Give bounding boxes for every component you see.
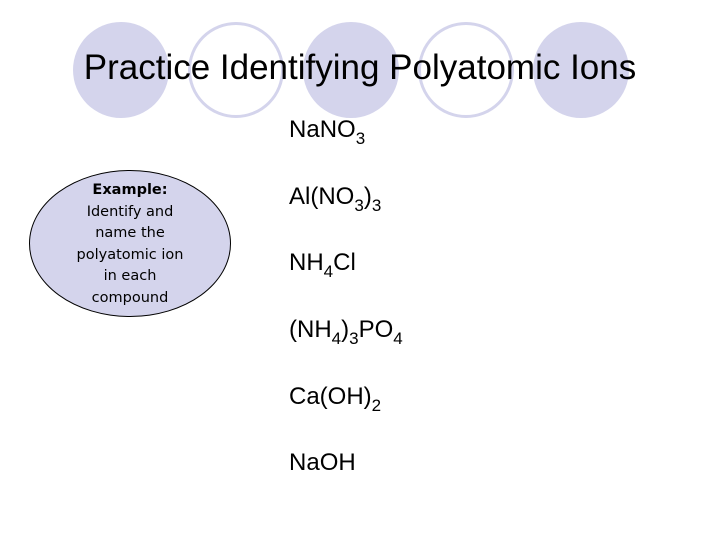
- formula-nh4-3-po4: [289, 316, 403, 348]
- formula-subscript: 3: [355, 129, 366, 148]
- example-text: [29, 180, 231, 309]
- example-line: in each: [103, 268, 157, 284]
- formula-part: (NH: [289, 316, 332, 343]
- formula-part: NH: [289, 249, 324, 276]
- formula-part: Na: [289, 116, 320, 143]
- example-line: polyatomic ion: [76, 246, 184, 263]
- example-line: name the: [95, 225, 165, 241]
- formula-part: ): [341, 316, 350, 343]
- formula-subscript: 4: [331, 329, 342, 348]
- formula-part: Al(NO: [289, 183, 355, 210]
- formula-subscript: 4: [393, 329, 403, 348]
- example-label: Example:: [92, 182, 168, 198]
- formula-part: PO: [358, 316, 394, 343]
- formula-subscript: 4: [323, 262, 334, 281]
- formula-part: Na: [289, 449, 320, 476]
- formula-nh4cl: [289, 249, 356, 281]
- formula-al-no3-3: [289, 183, 382, 215]
- formula-part: Cl: [333, 249, 356, 276]
- formula-part: ): [363, 183, 372, 210]
- formula-part: NO: [319, 116, 356, 143]
- formula-part: OH: [319, 449, 356, 476]
- formula-part: Ca(OH): [289, 383, 372, 410]
- formula-subscript: 3: [371, 196, 382, 215]
- example-line: Identify and: [86, 203, 174, 220]
- formula-ca-oh-2: [289, 383, 382, 415]
- formula-subscript: 3: [354, 196, 364, 215]
- formula-subscript: 2: [371, 396, 382, 415]
- formula-nano3: [289, 116, 366, 148]
- formula-naoh: [289, 449, 356, 477]
- slide-title: Practice Identifying Polyatomic Ions: [83, 48, 637, 87]
- example-line: compound: [91, 289, 169, 306]
- formula-subscript: 3: [349, 329, 359, 348]
